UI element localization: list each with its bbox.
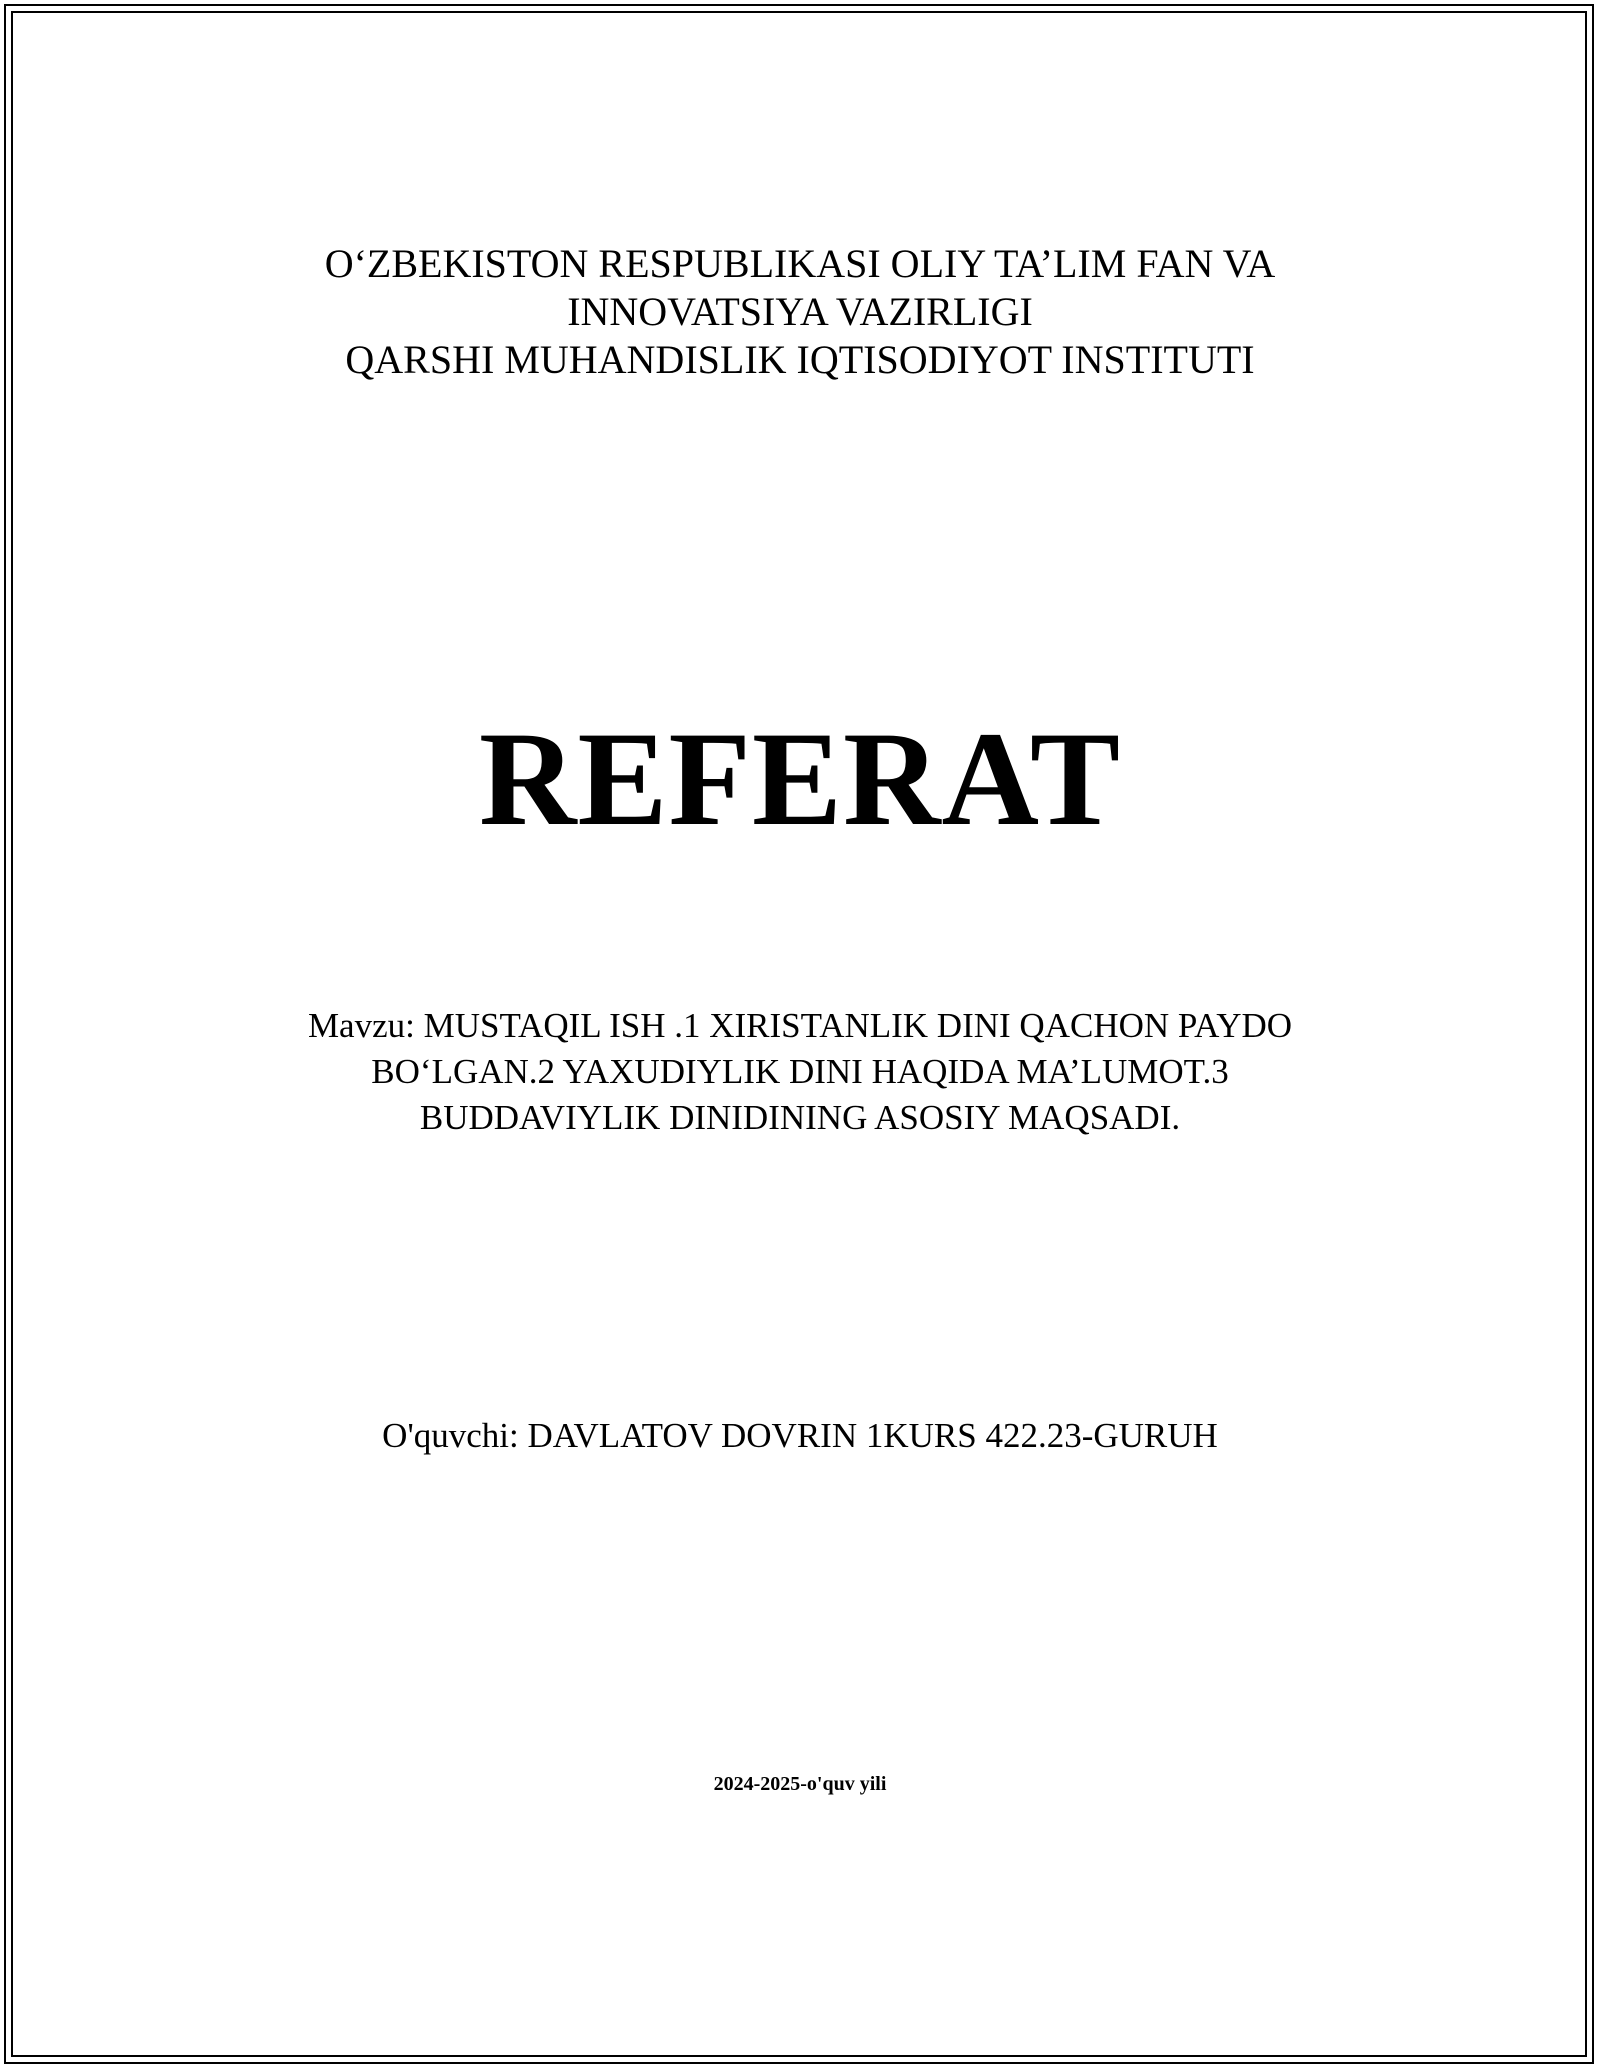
header-line-1: O‘ZBEKISTON RESPUBLIKASI OLIY TA’LIM FAN VA [324, 241, 1276, 286]
student-info: O'quvchi: DAVLATOV DOVRIN 1KURS 422.23-GURUH [382, 1416, 1218, 1455]
document-title: REFERAT [478, 705, 1122, 854]
header-line-3: QARSHI MUHANDISLIK IQTISODIYOT INSTITUTI [345, 337, 1255, 382]
topic-line-1: Mavzu: MUSTAQIL ISH .1 XIRISTANLIK DINI QACHON PAYDO [307, 1006, 1293, 1045]
academic-year: 2024-2025-o'quv yili [713, 1773, 887, 1795]
header-line-2: INNOVATSIYA VAZIRLIGI [567, 289, 1033, 334]
topic-line-3: BUDDAVIYLIK DINIDINING ASOSIY MAQSADI. [419, 1098, 1181, 1137]
topic-line-2: BO‘LGAN.2 YAXUDIYLIK DINI HAQIDA MA’LUMOT.3 [371, 1052, 1229, 1091]
institution-header [0, 240, 1600, 384]
topic-block [0, 1003, 1600, 1141]
